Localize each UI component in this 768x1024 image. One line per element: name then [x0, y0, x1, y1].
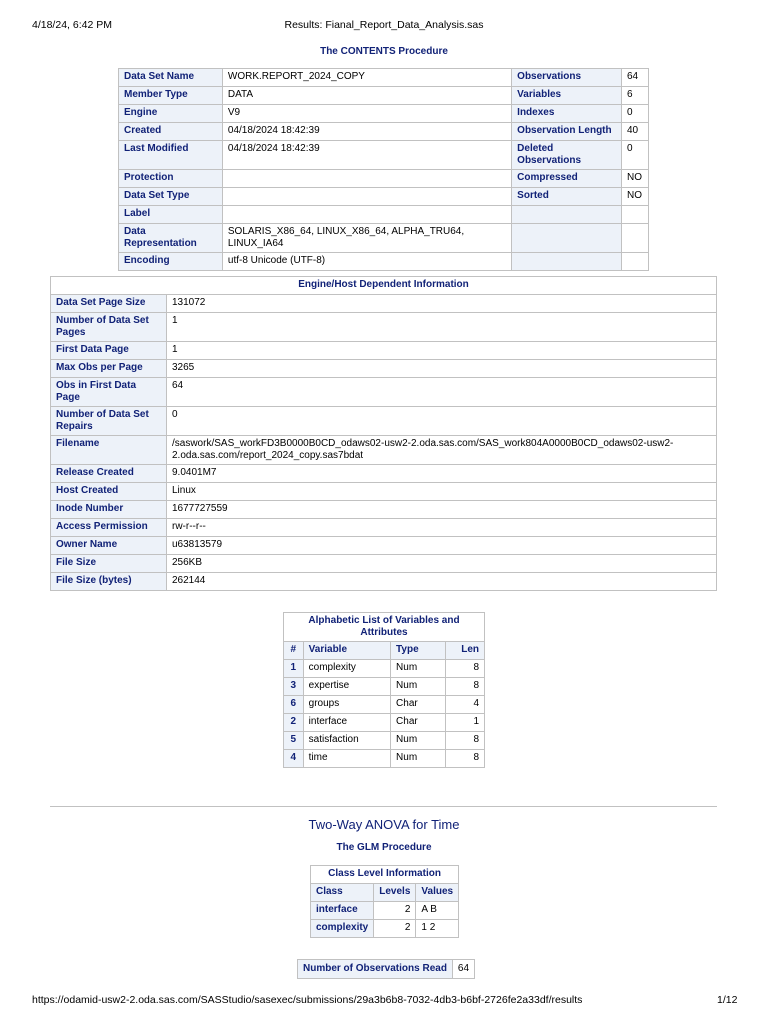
section-divider — [50, 806, 717, 807]
contents-label: Variables — [512, 87, 622, 105]
engine-host-value: /saswork/SAS_workFD3B0000B0CD_odaws02-usw2-2.oda.sas.com/SAS_work804A0000B0CD_odaws02-usw2-2.oda.sas.com/report_2024_copy.sas7bdat — [167, 436, 717, 465]
engine-host-value: 1 — [167, 342, 717, 360]
engine-host-value: 1677727559 — [167, 501, 717, 519]
contents-label: Created — [119, 123, 223, 141]
engine-host-value: 3265 — [167, 360, 717, 378]
contents-value — [621, 253, 648, 271]
engine-host-row — [51, 360, 717, 378]
contents-row — [119, 87, 649, 105]
class-values: 1 2 — [416, 920, 459, 938]
engine-host-label: First Data Page — [51, 342, 167, 360]
class-levels: 2 — [374, 920, 416, 938]
observations-read-value: 64 — [452, 960, 474, 979]
engine-host-row — [51, 407, 717, 436]
engine-host-value: u63813579 — [167, 537, 717, 555]
engine-host-row — [51, 342, 717, 360]
class-name: interface — [311, 902, 374, 920]
contents-label: Data Set Type — [119, 188, 223, 206]
engine-host-value: 262144 — [167, 573, 717, 591]
contents-value: 64 — [621, 69, 648, 87]
variable-length: 1 — [445, 714, 484, 732]
engine-host-label: Max Obs per Page — [51, 360, 167, 378]
engine-host-label: Access Permission — [51, 519, 167, 537]
contents-label: Observation Length — [512, 123, 622, 141]
engine-host-value: Linux — [167, 483, 717, 501]
engine-host-value: 256KB — [167, 555, 717, 573]
engine-host-value: 9.0401M7 — [167, 465, 717, 483]
variable-row — [284, 678, 485, 696]
variable-length: 8 — [445, 732, 484, 750]
col-header-variable: Variable — [303, 642, 390, 660]
variable-type: Num — [391, 660, 446, 678]
contents-value: 6 — [621, 87, 648, 105]
variable-number: 5 — [284, 732, 304, 750]
contents-value: NO — [621, 170, 648, 188]
variable-row — [284, 732, 485, 750]
class-name: complexity — [311, 920, 374, 938]
contents-row — [119, 123, 649, 141]
contents-row — [119, 69, 649, 87]
variables-caption: Alphabetic List of Variables and Attributes — [284, 613, 485, 642]
engine-host-value: 0 — [167, 407, 717, 436]
variables-table — [283, 612, 485, 768]
engine-host-label: Owner Name — [51, 537, 167, 555]
class-values: A B — [416, 902, 459, 920]
engine-host-label: File Size (bytes) — [51, 573, 167, 591]
col-header-class: Class — [311, 884, 374, 902]
class-level-caption: Class Level Information — [311, 866, 459, 884]
variable-number: 6 — [284, 696, 304, 714]
contents-label: Engine — [119, 105, 223, 123]
engine-host-label: Inode Number — [51, 501, 167, 519]
variable-length: 8 — [445, 660, 484, 678]
variable-number: 2 — [284, 714, 304, 732]
col-header-values: Values — [416, 884, 459, 902]
contents-label: Indexes — [512, 105, 622, 123]
contents-row — [119, 105, 649, 123]
document-title: Results: Fianal_Report_Data_Analysis.sas — [284, 19, 484, 31]
engine-host-row — [51, 573, 717, 591]
engine-host-row — [51, 295, 717, 313]
variable-type: Num — [391, 750, 446, 768]
footer-url: https://odamid-usw2-2.oda.sas.com/SASStudio/sasexec/submissions/29a3b6b8-7032-4db3-b6bf-2726fe2a33df/results — [32, 994, 583, 1006]
variable-number: 4 — [284, 750, 304, 768]
variable-name: time — [303, 750, 390, 768]
engine-host-label: Data Set Page Size — [51, 295, 167, 313]
observations-read-label: Number of Observations Read — [298, 960, 453, 979]
col-header-levels: Levels — [374, 884, 416, 902]
contents-label: Observations — [512, 69, 622, 87]
contents-label: Compressed — [512, 170, 622, 188]
variable-number: 1 — [284, 660, 304, 678]
engine-host-value: rw-r--r-- — [167, 519, 717, 537]
contents-value: 04/18/2024 18:42:39 — [222, 123, 511, 141]
engine-host-label: Number of Data Set Pages — [51, 313, 167, 342]
variable-length: 8 — [445, 678, 484, 696]
contents-value: SOLARIS_X86_64, LINUX_X86_64, ALPHA_TRU64, LINUX_IA64 — [222, 224, 511, 253]
contents-row — [119, 188, 649, 206]
engine-host-table — [50, 276, 717, 591]
contents-row — [119, 141, 649, 170]
engine-host-label: Host Created — [51, 483, 167, 501]
contents-value: 40 — [621, 123, 648, 141]
contents-row — [119, 253, 649, 271]
contents-label: Encoding — [119, 253, 223, 271]
variable-name: satisfaction — [303, 732, 390, 750]
variable-type: Num — [391, 732, 446, 750]
engine-host-label: Filename — [51, 436, 167, 465]
print-datetime: 4/18/24, 6:42 PM — [32, 19, 112, 31]
contents-label: Label — [119, 206, 223, 224]
contents-label — [512, 224, 622, 253]
contents-value: utf-8 Unicode (UTF-8) — [222, 253, 511, 271]
engine-host-row — [51, 519, 717, 537]
contents-value — [222, 170, 511, 188]
contents-value — [222, 206, 511, 224]
anova-title: Two-Way ANOVA for Time — [308, 817, 460, 832]
variable-name: groups — [303, 696, 390, 714]
engine-host-row — [51, 483, 717, 501]
variable-type: Char — [391, 696, 446, 714]
contents-value: 0 — [621, 105, 648, 123]
contents-row — [119, 206, 649, 224]
contents-label: Last Modified — [119, 141, 223, 170]
engine-host-label: Obs in First Data Page — [51, 378, 167, 407]
variable-type: Char — [391, 714, 446, 732]
variable-row — [284, 660, 485, 678]
variable-row — [284, 714, 485, 732]
class-level-row — [311, 902, 459, 920]
engine-host-row — [51, 378, 717, 407]
engine-host-label: Release Created — [51, 465, 167, 483]
contents-value — [621, 224, 648, 253]
contents-value: 0 — [621, 141, 648, 170]
page-number: 1/12 — [717, 994, 738, 1006]
contents-label: Deleted Observations — [512, 141, 622, 170]
contents-label: Member Type — [119, 87, 223, 105]
class-level-row — [311, 920, 459, 938]
class-level-table — [310, 865, 459, 938]
variable-row — [284, 750, 485, 768]
engine-host-value: 131072 — [167, 295, 717, 313]
col-header-num: # — [284, 642, 304, 660]
contents-label — [512, 206, 622, 224]
col-header-len: Len — [445, 642, 484, 660]
variable-length: 8 — [445, 750, 484, 768]
contents-row — [119, 170, 649, 188]
contents-label: Data Set Name — [119, 69, 223, 87]
contents-procedure-title: The CONTENTS Procedure — [320, 46, 448, 57]
contents-value: WORK.REPORT_2024_COPY — [222, 69, 511, 87]
variable-length: 4 — [445, 696, 484, 714]
contents-value: 04/18/2024 18:42:39 — [222, 141, 511, 170]
variable-type: Num — [391, 678, 446, 696]
engine-host-row — [51, 313, 717, 342]
variable-name: complexity — [303, 660, 390, 678]
variable-name: interface — [303, 714, 390, 732]
contents-value: NO — [621, 188, 648, 206]
contents-label: Sorted — [512, 188, 622, 206]
engine-host-row — [51, 465, 717, 483]
engine-host-row — [51, 555, 717, 573]
glm-procedure-title: The GLM Procedure — [336, 842, 432, 853]
engine-host-row — [51, 501, 717, 519]
engine-host-row — [51, 537, 717, 555]
class-levels: 2 — [374, 902, 416, 920]
engine-host-label: Number of Data Set Repairs — [51, 407, 167, 436]
variable-row — [284, 696, 485, 714]
engine-host-value: 1 — [167, 313, 717, 342]
engine-host-row — [51, 436, 717, 465]
engine-host-value: 64 — [167, 378, 717, 407]
contents-row — [119, 224, 649, 253]
contents-value — [621, 206, 648, 224]
observations-read-table — [297, 959, 475, 979]
contents-value: DATA — [222, 87, 511, 105]
contents-label: Protection — [119, 170, 223, 188]
col-header-type: Type — [391, 642, 446, 660]
engine-host-label: File Size — [51, 555, 167, 573]
contents-value — [222, 188, 511, 206]
contents-label — [512, 253, 622, 271]
contents-table — [118, 68, 649, 271]
variable-name: expertise — [303, 678, 390, 696]
engine-host-caption: Engine/Host Dependent Information — [51, 277, 717, 295]
contents-value: V9 — [222, 105, 511, 123]
variable-number: 3 — [284, 678, 304, 696]
contents-label: Data Representation — [119, 224, 223, 253]
